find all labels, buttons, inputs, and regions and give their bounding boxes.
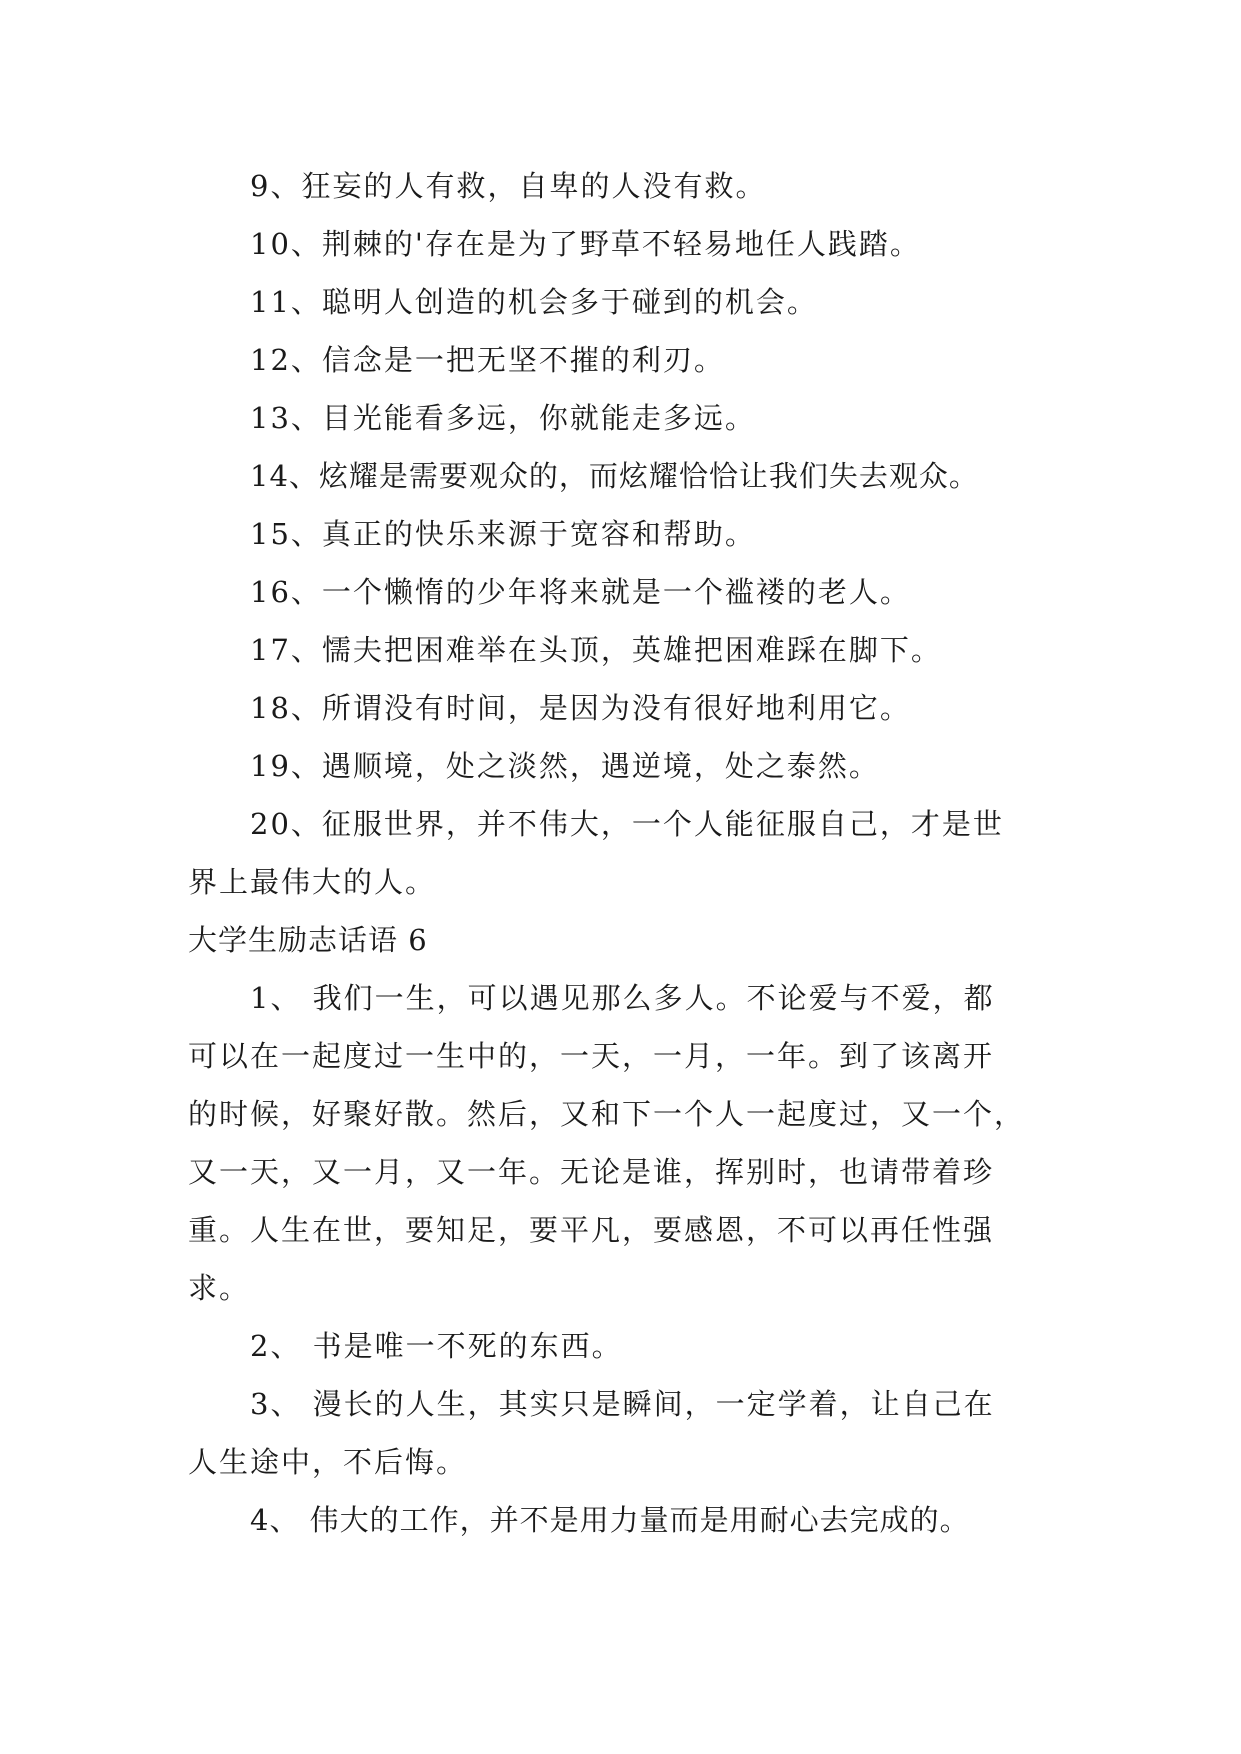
- quote-line-20-continued: 界上最伟大的人。: [188, 865, 437, 899]
- paragraph-3-line-1: 3、 漫长的人生，其实只是瞬间，一定学着，让自己在: [250, 1387, 995, 1421]
- quote-line-15: 15、真正的快乐来源于宽容和帮助。: [250, 517, 756, 551]
- paragraph-3-line-2: 人生途中，不后悔。: [188, 1445, 468, 1479]
- quote-line-9: 9、狂妄的人有救，自卑的人没有救。: [250, 169, 767, 203]
- paragraph-1-line-6: 求。: [188, 1271, 251, 1305]
- paragraph-1-line-2: 可以在一起度过一生中的，一天，一月，一年。到了该离开: [188, 1039, 995, 1073]
- paragraph-1-line-3: 的时候，好聚好散。然后，又和下一个人一起度过，又一个，: [188, 1097, 1026, 1131]
- quote-line-20: 20、征服世界，并不伟大，一个人能征服自己，才是世: [250, 807, 1004, 841]
- quote-line-11: 11、聪明人创造的机会多于碰到的机会。: [250, 285, 818, 319]
- section-heading: 大学生励志话语 6: [188, 923, 428, 957]
- quote-line-17: 17、懦夫把困难举在头顶，英雄把困难踩在脚下。: [250, 633, 942, 667]
- paragraph-2-line-1: 2、 书是唯一不死的东西。: [250, 1329, 623, 1363]
- quote-line-12: 12、信念是一把无坚不摧的利刃。: [250, 343, 725, 377]
- quote-line-18: 18、所谓没有时间，是因为没有很好地利用它。: [250, 691, 911, 725]
- quote-line-10: 10、荆棘的'存在是为了野草不轻易地任人践踏。: [250, 227, 921, 261]
- paragraph-1-line-5: 重。人生在世，要知足，要平凡，要感恩，不可以再任性强: [188, 1213, 995, 1247]
- quote-line-16: 16、一个懒惰的少年将来就是一个褴褛的老人。: [250, 575, 911, 609]
- quote-line-14: 14、炫耀是需要观众的，而炫耀恰恰让我们失去观众。: [250, 459, 979, 493]
- quote-line-19: 19、遇顺境，处之淡然，遇逆境，处之泰然。: [250, 749, 880, 783]
- paragraph-1-line-1: 1、 我们一生，可以遇见那么多人。不论爱与不爱，都: [250, 981, 995, 1015]
- quote-line-13: 13、目光能看多远，你就能走多远。: [250, 401, 756, 435]
- paragraph-1-line-4: 又一天，又一月，又一年。无论是谁，挥别时，也请带着珍: [188, 1155, 995, 1189]
- paragraph-4-line-1: 4、 伟大的工作，并不是用力量而是用耐心去完成的。: [250, 1503, 970, 1537]
